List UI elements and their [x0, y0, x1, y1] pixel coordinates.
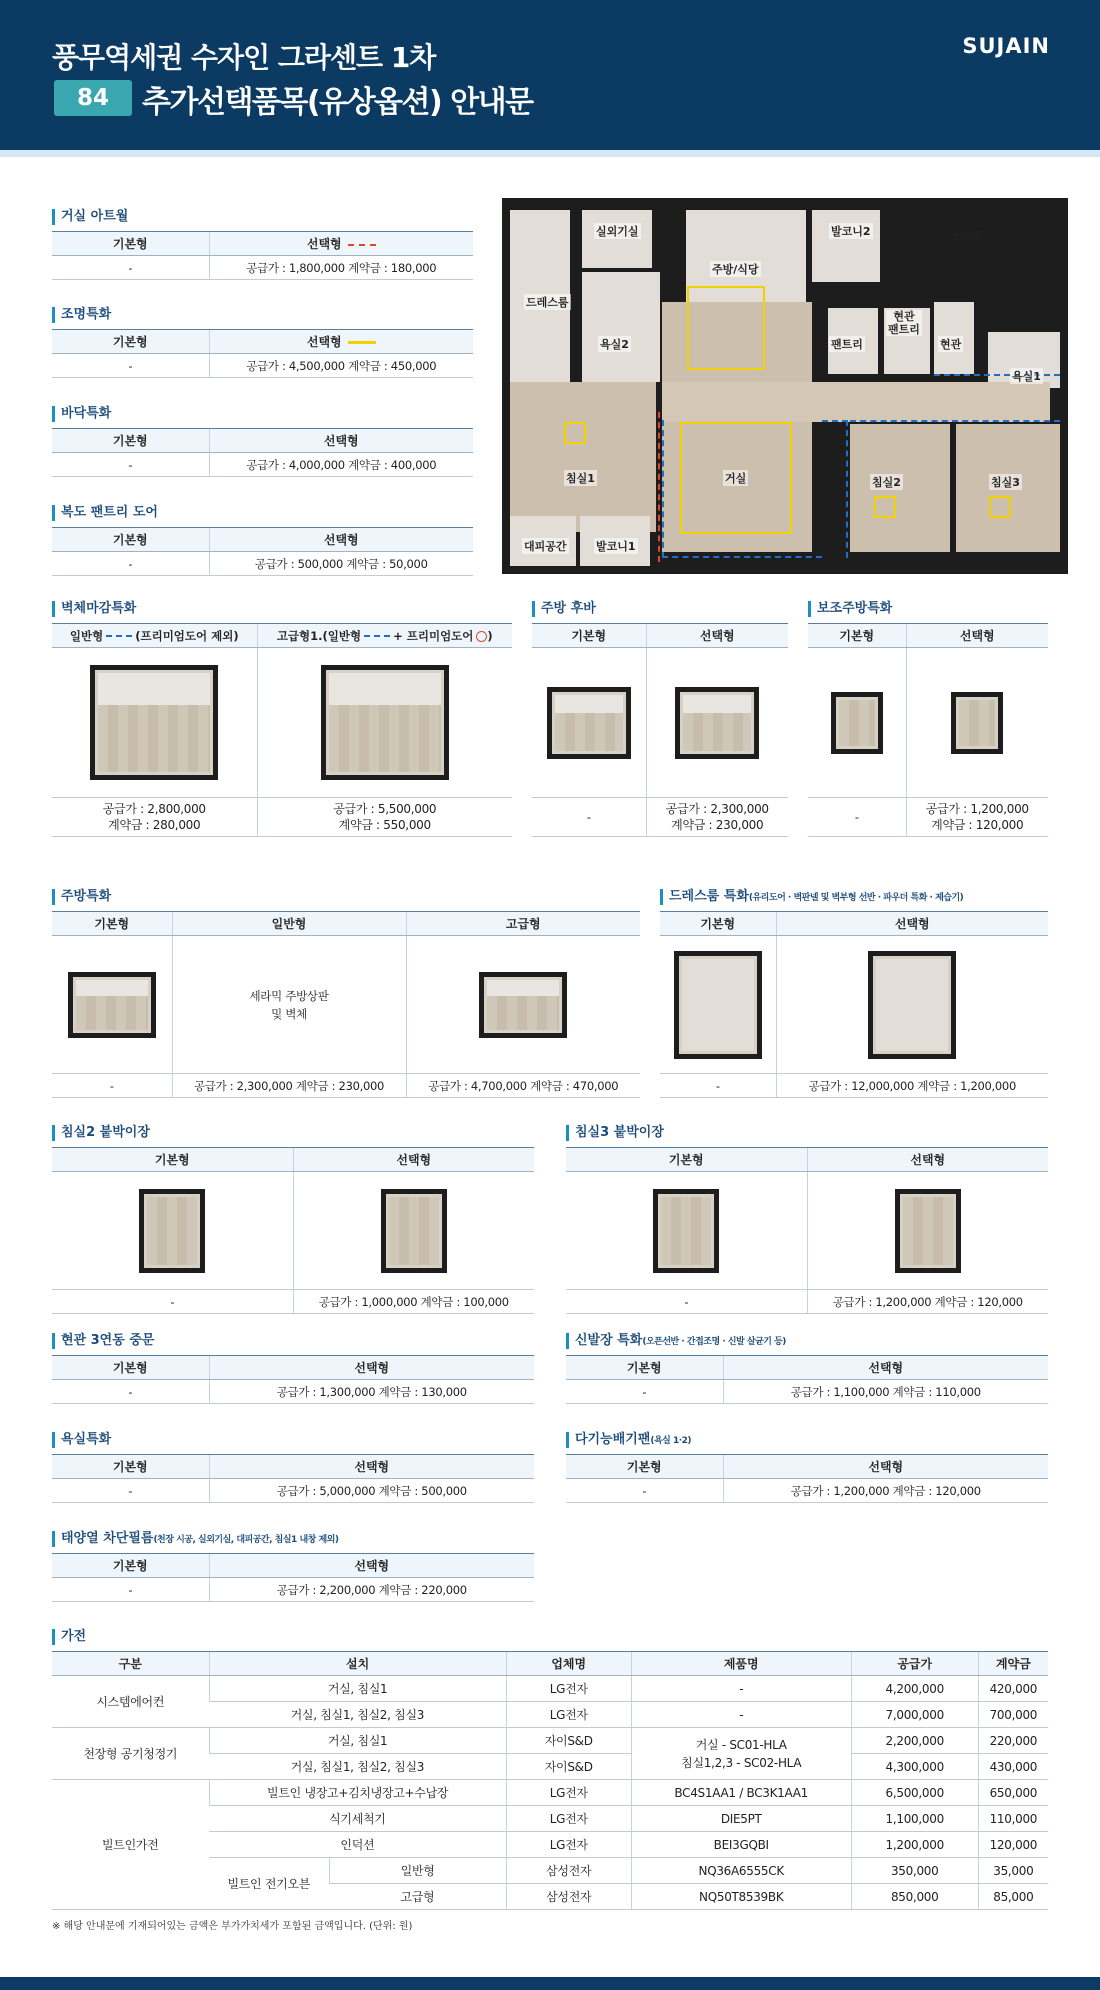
hood-select-image [675, 687, 759, 759]
fan-section [566, 1432, 1048, 1503]
dressroom-section [660, 889, 1048, 1098]
kitchen-section [52, 889, 640, 1098]
option-table: 기본형 선택형 - 공급가 : 4,000,000 계약금 : 400,000 [52, 428, 473, 477]
red-dash-legend [348, 244, 376, 246]
wall-normal-plan-image [90, 665, 218, 780]
artwall-section [52, 209, 473, 280]
dress-basic-image [674, 951, 762, 1059]
section-title: 복도 팬트리 도어 [52, 505, 473, 521]
option-table: 기본형 선택형 - 공급가 : 1,200,000 계약금 : 120,000 [566, 1454, 1048, 1503]
price-cell: 공급가 : 1,800,000 계약금 : 180,000 [209, 256, 473, 280]
section-title: 바닥특화 [52, 406, 473, 422]
option-table: 기본형 선택형 - 공급가 : 5,000,000 계약금 : 500,000 [52, 1454, 534, 1503]
bed3-basic-image [653, 1189, 719, 1273]
yellow-line-legend [348, 341, 376, 344]
hood-section [532, 601, 788, 837]
lighting-section [52, 307, 473, 378]
section-title: 태양열 차단필름(천장 시공, 실외기실, 대피공간, 침실1 내창 제외) [52, 1531, 534, 1547]
section-title: 주방특화 [52, 889, 640, 905]
table-row: 천장형 공기청정기 거실, 침실1 자이S&D 거실 - SC01-HLA 침실1,2,3 - SC02-HLA 2,200,000 220,000 [52, 1728, 1048, 1754]
option-table: 기본형 선택형 - 공급가 : 2,200,000 계약금 : 220,000 [52, 1553, 534, 1602]
dress-select-image [868, 951, 956, 1059]
subkitchen-select-image [951, 692, 1003, 754]
wall-finish-section [52, 601, 512, 837]
option-table: 기본형 선택형 - 공급가 : 1,200,000 계약금 : 120,000 [808, 623, 1048, 837]
option-table: 기본형 선택형 - 공급가 : 1,800,000 계약금 : 180,000 [52, 231, 473, 280]
price-cell: 공급가 : 500,000 계약금 : 50,000 [209, 552, 473, 576]
bed2-closet-section [52, 1125, 534, 1314]
table-row: 거실, 침실1, 침실2, 침실3 자이S&D 4,300,000 430,000 [52, 1754, 1048, 1780]
hood-basic-image [547, 687, 631, 759]
option-table: 기본형 선택형 - 공급가 : 4,500,000 계약금 : 450,000 [52, 329, 473, 378]
table-row: 빌트인가전 빌트인 냉장고+김치냉장고+수납장 LG전자 BC4S1AA1 / BC3K1AA1 6,500,000 650,000 [52, 1780, 1048, 1806]
section-title: 드레스룸 특화(유리도어 · 벽판넬 및 벽부형 선반 · 파우더 특화 · 제습기) [660, 889, 1048, 905]
table-row: 거실, 침실1, 침실2, 침실3 LG전자 - 7,000,000 700,000 [52, 1702, 1048, 1728]
price-cell: 공급가 : 4,500,000 계약금 : 450,000 [209, 354, 473, 378]
sub-kitchen-section [808, 601, 1048, 837]
subkitchen-basic-image [831, 692, 883, 754]
option-table: 기본형 선택형 - 공급가 : 1,200,000 계약금 : 120,000 [566, 1147, 1048, 1314]
section-title: 현관 3연동 중문 [52, 1333, 534, 1349]
option-table: 기본형 선택형 - 공급가 : 500,000 계약금 : 50,000 [52, 527, 473, 576]
option-table: 일반형 (프리미엄도어 제외) 고급형1.(일반형 + 프리미엄도어 ) 공급가 : 2,800,000 계약금 : 280,000 공급가 : 5,500,000 계약금 : 550,000 [52, 623, 512, 837]
option-table: 기본형 선택형 - 공급가 : 1,100,000 계약금 : 110,000 [566, 1355, 1048, 1404]
floor-plan: 실외기실 발코니2 스텝등 주방/식당 드레스룸 욕실2 팬트리 현관 팬트리 현관 욕실1 침실1 거실 침실2 침실3 대피공간 발코니1 [502, 198, 1068, 574]
bed2-select-image [381, 1189, 447, 1273]
option-table: 기본형 선택형 - 공급가 : 2,300,000 계약금 : 230,000 [532, 623, 788, 837]
film-section [52, 1531, 534, 1602]
floor-section [52, 406, 473, 477]
pantry-door-section [52, 505, 473, 576]
section-title: 주방 후바 [532, 601, 788, 617]
section-title: 침실3 붙박이장 [566, 1125, 1048, 1141]
kitchen-premium-image [479, 972, 567, 1038]
option-table: 기본형 일반형 고급형 세라믹 주방상판 및 벽체 - 공급가 : 2,300,000 계약금 : 230,000 공급가 : 4,700,000 계약금 : 470,000 [52, 911, 640, 1098]
section-title: 가전 [52, 1629, 1048, 1645]
brand-logo: SUJAIN [962, 34, 1050, 58]
bath-section [52, 1432, 534, 1503]
bed2-basic-image [139, 1189, 205, 1273]
bed3-select-image [895, 1189, 961, 1273]
shoe-section [566, 1333, 1048, 1404]
door3-section [52, 1333, 534, 1404]
section-title: 침실2 붙박이장 [52, 1125, 534, 1141]
section-title: 벽체마감특화 [52, 601, 512, 617]
wall-premium-plan-image [321, 665, 449, 780]
table-row: 인덕션 LG전자 BEI3GQBI 1,200,000 120,000 [52, 1832, 1048, 1858]
header-band [0, 150, 1100, 157]
unit-type-badge: 84 [54, 80, 132, 116]
appliance-section [52, 1629, 1048, 1910]
bed3-closet-section [566, 1125, 1048, 1314]
table-row: 시스템에어컨 거실, 침실1 LG전자 - 4,200,000 420,000 [52, 1676, 1048, 1702]
footnote: ※ 해당 안내문에 기재되어있는 금액은 부가가치세가 포함된 금액입니다. (단위: 원) [52, 1921, 413, 1932]
kitchen-basic-image [68, 972, 156, 1038]
price-cell: 공급가 : 4,000,000 계약금 : 400,000 [209, 453, 473, 477]
section-title: 욕실특화 [52, 1432, 534, 1448]
section-title: 신발장 특화(오픈선반 · 간접조명 · 신발 살균기 등) [566, 1333, 1048, 1349]
table-row: 고급형 삼성전자 NQ50T8539BK 850,000 85,000 [52, 1884, 1048, 1910]
section-title: 보조주방특화 [808, 601, 1048, 617]
option-table: 기본형 선택형 - 공급가 : 1,300,000 계약금 : 130,000 [52, 1355, 534, 1404]
section-title: 거실 아트월 [52, 209, 473, 225]
page-header [0, 0, 1100, 150]
footer-band [0, 1977, 1100, 1990]
section-title: 다기능배기팬(욕실 1·2) [566, 1432, 1048, 1448]
appliance-table: 구분 설치 업체명 제품명 공급가 계약금 시스템에어컨 거실, 침실1 LG전자 - 4,200,000 420,000 거실, 침실1, 침실2, 침실3 LG전자 - 7,000,000 700,000 천장형 공기청정기 거실, 침실1 자이S&D 거실 - SC01-HLA 침실1,2,3 - SC02-HLA 2,200,000 220,000 거실, 침실1, 침실2, 침실3 자이S&D 4,300,000 430,000 빌트인가전 빌트인 냉장고+김치냉장고+수납장 LG전자 BC4S1AA1 / BC3K1AA1 6,500,000 650,000 식기세척기 LG전자 DIE5PT 1,100,000 110,000 인덕션 LG전자 BEI3GQBI 1,200,000 120,000 빌트인 전기오븐 일반형 삼성전자 NQ36A6555CK 350,000 35,000 고급형 삼성전자 NQ50T8539BK 850,000 85,000 [52, 1651, 1048, 1910]
section-title: 조명특화 [52, 307, 473, 323]
option-table: 기본형 선택형 - 공급가 : 1,000,000 계약금 : 100,000 [52, 1147, 534, 1314]
table-row: 빌트인 전기오븐 일반형 삼성전자 NQ36A6555CK 350,000 35,000 [52, 1858, 1048, 1884]
complex-title: 풍무역세권 수자인 그라센트 1차 [52, 41, 436, 74]
table-row: 식기세척기 LG전자 DIE5PT 1,100,000 110,000 [52, 1806, 1048, 1832]
option-table: 기본형 선택형 - 공급가 : 12,000,000 계약금 : 1,200,000 [660, 911, 1048, 1098]
document-title: 추가선택품목(유상옵션) 안내문 [142, 85, 533, 120]
